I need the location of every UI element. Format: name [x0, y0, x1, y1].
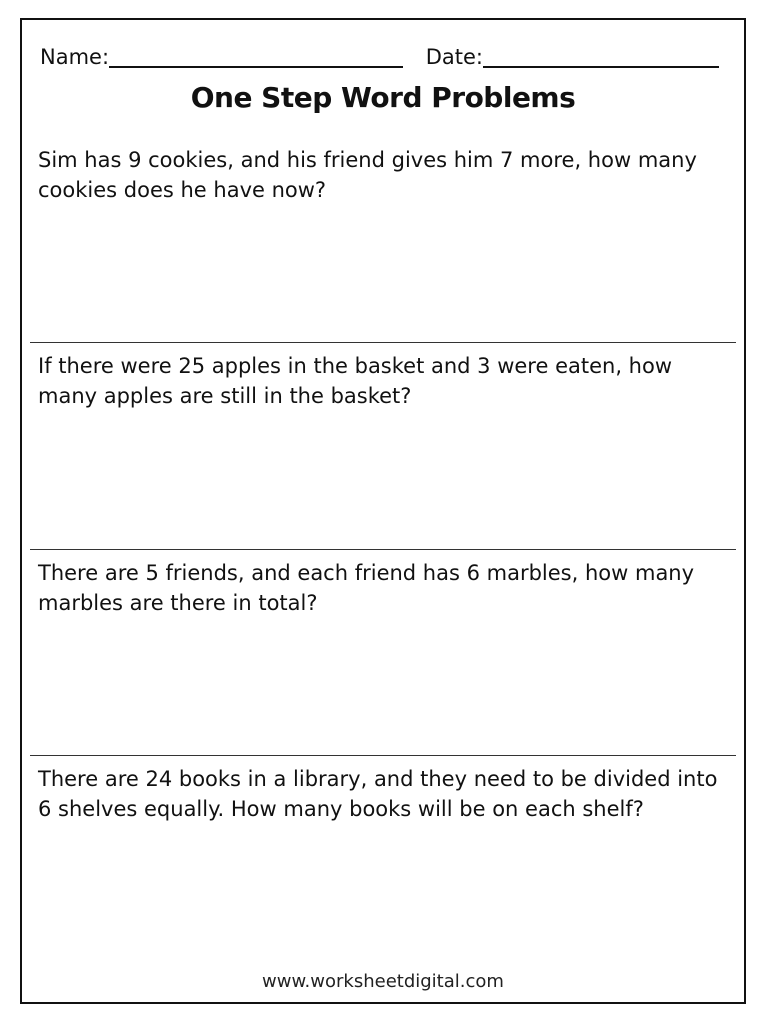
header-fields: [40, 42, 730, 72]
problem-3-text: There are 5 friends, and each friend has 6 marbles, how many marbles are there in total?: [38, 561, 695, 615]
problem-2-text: If there were 25 apples in the basket and 3 were eaten, how many apples are still in the basket?: [38, 354, 673, 408]
problem-1-text: Sim has 9 cookies, and his friend gives him 7 more, how many cookies does he have now?: [38, 148, 697, 202]
worksheet-page: [20, 18, 746, 1004]
problem-divider: [30, 755, 736, 756]
date-field[interactable]: [483, 42, 719, 68]
date-label: Date:: [425, 45, 483, 69]
name-field[interactable]: [109, 42, 403, 68]
problem-4-text: There are 24 books in a library, and they need to be divided into 6 shelves equally. How many books will be on each shelf?: [38, 767, 718, 821]
problem-divider: [30, 549, 736, 550]
page-title: One Step Word Problems: [190, 81, 576, 114]
problem-divider: [30, 342, 736, 343]
name-label: Name:: [40, 45, 110, 69]
footer-url: www.worksheetdigital.com: [262, 971, 504, 992]
